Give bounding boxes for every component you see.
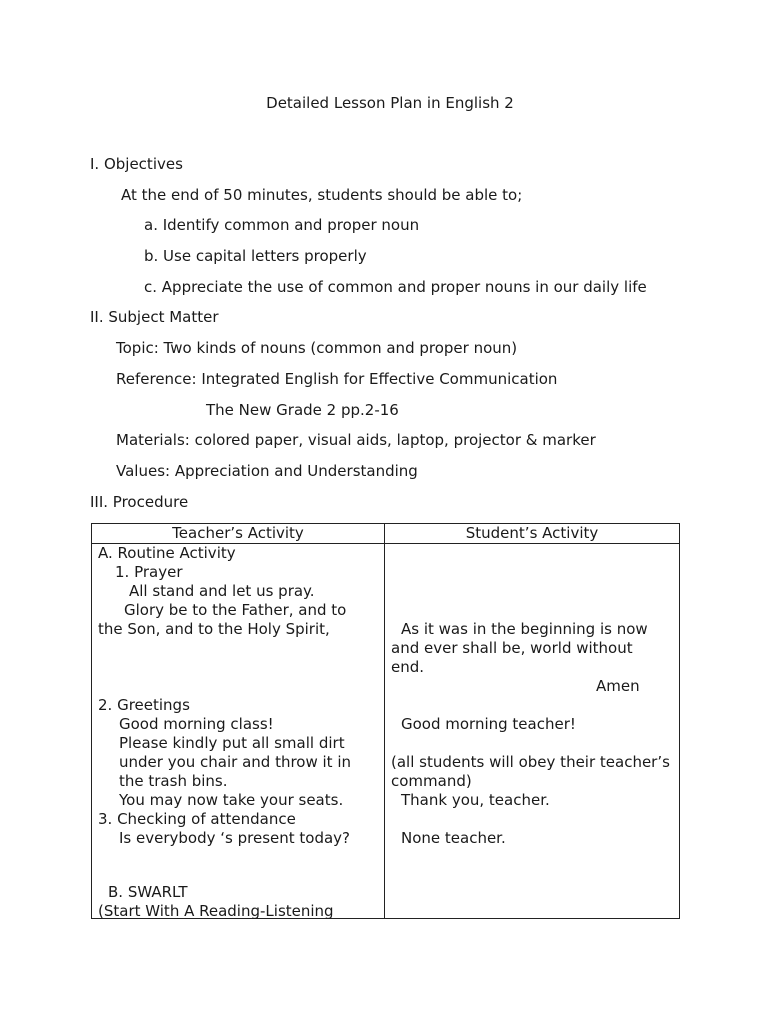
student-line: As it was in the beginning is now xyxy=(401,620,648,638)
document-title: Detailed Lesson Plan in English 2 xyxy=(266,94,514,112)
student-line: None teacher. xyxy=(401,829,506,847)
subject-topic: Topic: Two kinds of nouns (common and proper noun) xyxy=(116,339,518,357)
teacher-activity-cell xyxy=(92,544,385,919)
teacher-line: B. SWARLT xyxy=(108,883,188,901)
subject-reference-continued: The New Grade 2 pp.2-16 xyxy=(206,401,399,419)
student-line: end. xyxy=(391,658,425,676)
student-line: Amen xyxy=(596,677,640,695)
teacher-line: 1. Prayer xyxy=(115,563,183,581)
objective-item: c. Appreciate the use of common and proper nouns in our daily life xyxy=(144,278,647,296)
objectives-heading: I. Objectives xyxy=(90,155,183,173)
teacher-line: 3. Checking of attendance xyxy=(98,810,296,828)
teacher-line: A. Routine Activity xyxy=(98,544,236,562)
subject-values: Values: Appreciation and Understanding xyxy=(116,462,418,480)
student-line: command) xyxy=(391,772,472,790)
teacher-line: Is everybody ‘s present today? xyxy=(119,829,350,847)
teacher-line: Please kindly put all small dirt xyxy=(119,734,345,752)
subject-reference: Reference: Integrated English for Effective Communication xyxy=(116,370,558,388)
teacher-line: under you chair and throw it in xyxy=(119,753,351,771)
teacher-line: (Start With A Reading-Listening xyxy=(98,902,334,920)
teacher-line: the trash bins. xyxy=(119,772,228,790)
objectives-intro: At the end of 50 minutes, students should be able to; xyxy=(121,186,523,204)
student-activity-cell xyxy=(385,544,680,919)
procedure-table xyxy=(91,523,680,919)
teacher-activity-header: Teacher’s Activity xyxy=(92,524,385,544)
teacher-line: Glory be to the Father, and to xyxy=(124,601,347,619)
table-header-row xyxy=(92,524,680,544)
objective-item: a. Identify common and proper noun xyxy=(144,216,420,234)
teacher-line: Good morning class! xyxy=(119,715,274,733)
teacher-line: All stand and let us pray. xyxy=(129,582,315,600)
student-line: (all students will obey their teacher’s xyxy=(391,753,670,771)
subject-materials: Materials: colored paper, visual aids, laptop, projector & marker xyxy=(116,431,596,449)
table-row xyxy=(92,544,680,919)
teacher-line: the Son, and to the Holy Spirit, xyxy=(98,620,330,638)
student-line: Good morning teacher! xyxy=(401,715,576,733)
teacher-line: 2. Greetings xyxy=(98,696,190,714)
teacher-line: You may now take your seats. xyxy=(119,791,344,809)
student-line: and ever shall be, world without xyxy=(391,639,633,657)
student-line: Thank you, teacher. xyxy=(401,791,550,809)
student-activity-header: Student’s Activity xyxy=(385,524,680,544)
procedure-heading: III. Procedure xyxy=(90,493,189,511)
objective-item: b. Use capital letters properly xyxy=(144,247,367,265)
subject-matter-heading: II. Subject Matter xyxy=(90,308,219,326)
